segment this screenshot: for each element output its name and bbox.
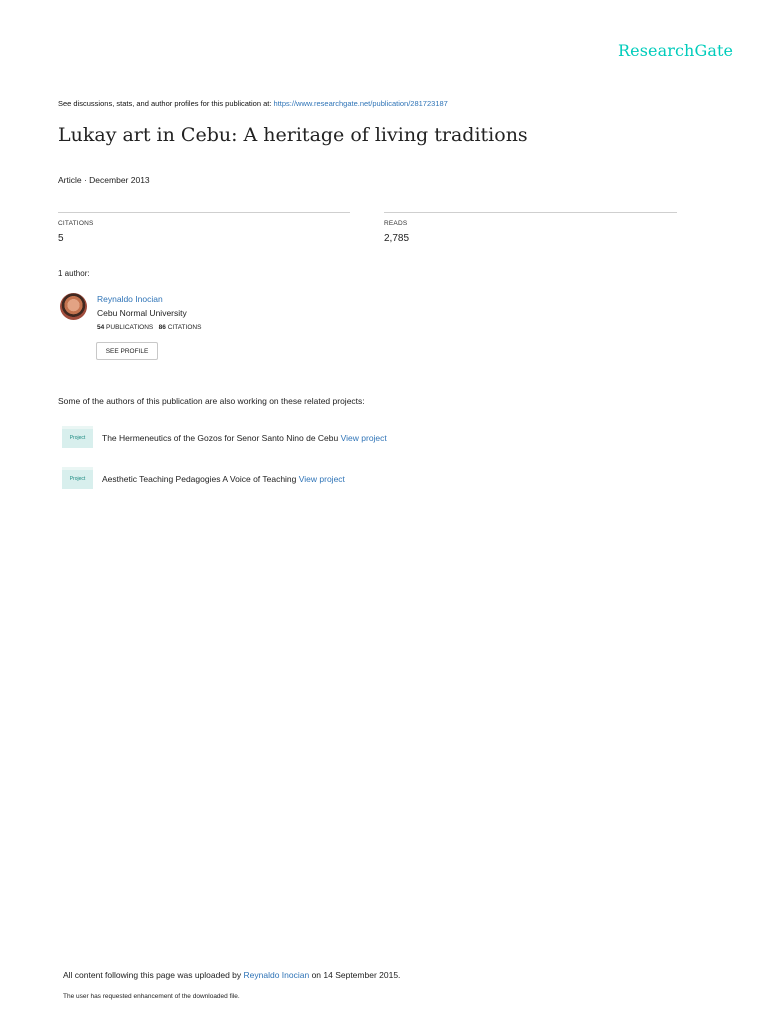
- view-project-link[interactable]: View project: [298, 474, 345, 484]
- project-title: Aesthetic Teaching Pedagogies A Voice of Teaching: [102, 474, 297, 484]
- project-title: The Hermeneutics of the Gozos for Senor Santo Nino de Cebu: [102, 433, 339, 443]
- reads-label: READS: [384, 220, 408, 227]
- publication-url-link[interactable]: https://www.researchgate.net/publication/281723187: [273, 99, 448, 108]
- project-item: [102, 433, 387, 443]
- project-folder-icon: Project: [62, 426, 93, 448]
- project-folder-icon: Project: [62, 467, 93, 489]
- author-citations-count: 86: [158, 324, 166, 331]
- author-citations-label: CITATIONS: [167, 324, 202, 331]
- authors-count: 1 author:: [58, 269, 90, 278]
- project-item: [102, 474, 345, 484]
- author-name-link[interactable]: Reynaldo Inocian: [97, 294, 163, 304]
- upload-note: [63, 970, 400, 980]
- author-publications-count: 54: [97, 324, 105, 331]
- enhancement-note: The user has requested enhancement of the downloaded file.: [63, 993, 240, 1000]
- publication-meta: Article · December 2013: [58, 175, 150, 185]
- view-project-link[interactable]: View project: [340, 433, 387, 443]
- publication-title: Lukay art in Cebu: A heritage of living traditions: [58, 124, 528, 146]
- see-profile-button[interactable]: SEE PROFILE: [96, 342, 158, 360]
- researchgate-logo[interactable]: ResearchGate: [618, 41, 734, 60]
- citations-label: CITATIONS: [58, 220, 94, 227]
- uploader-link[interactable]: Reynaldo Inocian: [243, 970, 310, 980]
- divider-citations: [58, 212, 350, 213]
- source-intro-text: See discussions, stats, and author profiles for this publication at:: [58, 99, 274, 108]
- author-institution: Cebu Normal University: [97, 308, 187, 318]
- related-projects-heading: Some of the authors of this publication are also working on these related projects:: [58, 396, 365, 406]
- author-stats: [97, 324, 201, 331]
- publication-source-line: [58, 99, 448, 108]
- divider-reads: [384, 212, 677, 213]
- author-avatar[interactable]: [60, 293, 87, 320]
- citations-value: 5: [58, 233, 64, 244]
- author-publications-label: PUBLICATIONS: [106, 324, 154, 331]
- reads-value: 2,785: [384, 233, 410, 244]
- upload-suffix: on 14 September 2015.: [309, 970, 401, 980]
- upload-prefix: All content following this page was uploaded by: [63, 970, 244, 980]
